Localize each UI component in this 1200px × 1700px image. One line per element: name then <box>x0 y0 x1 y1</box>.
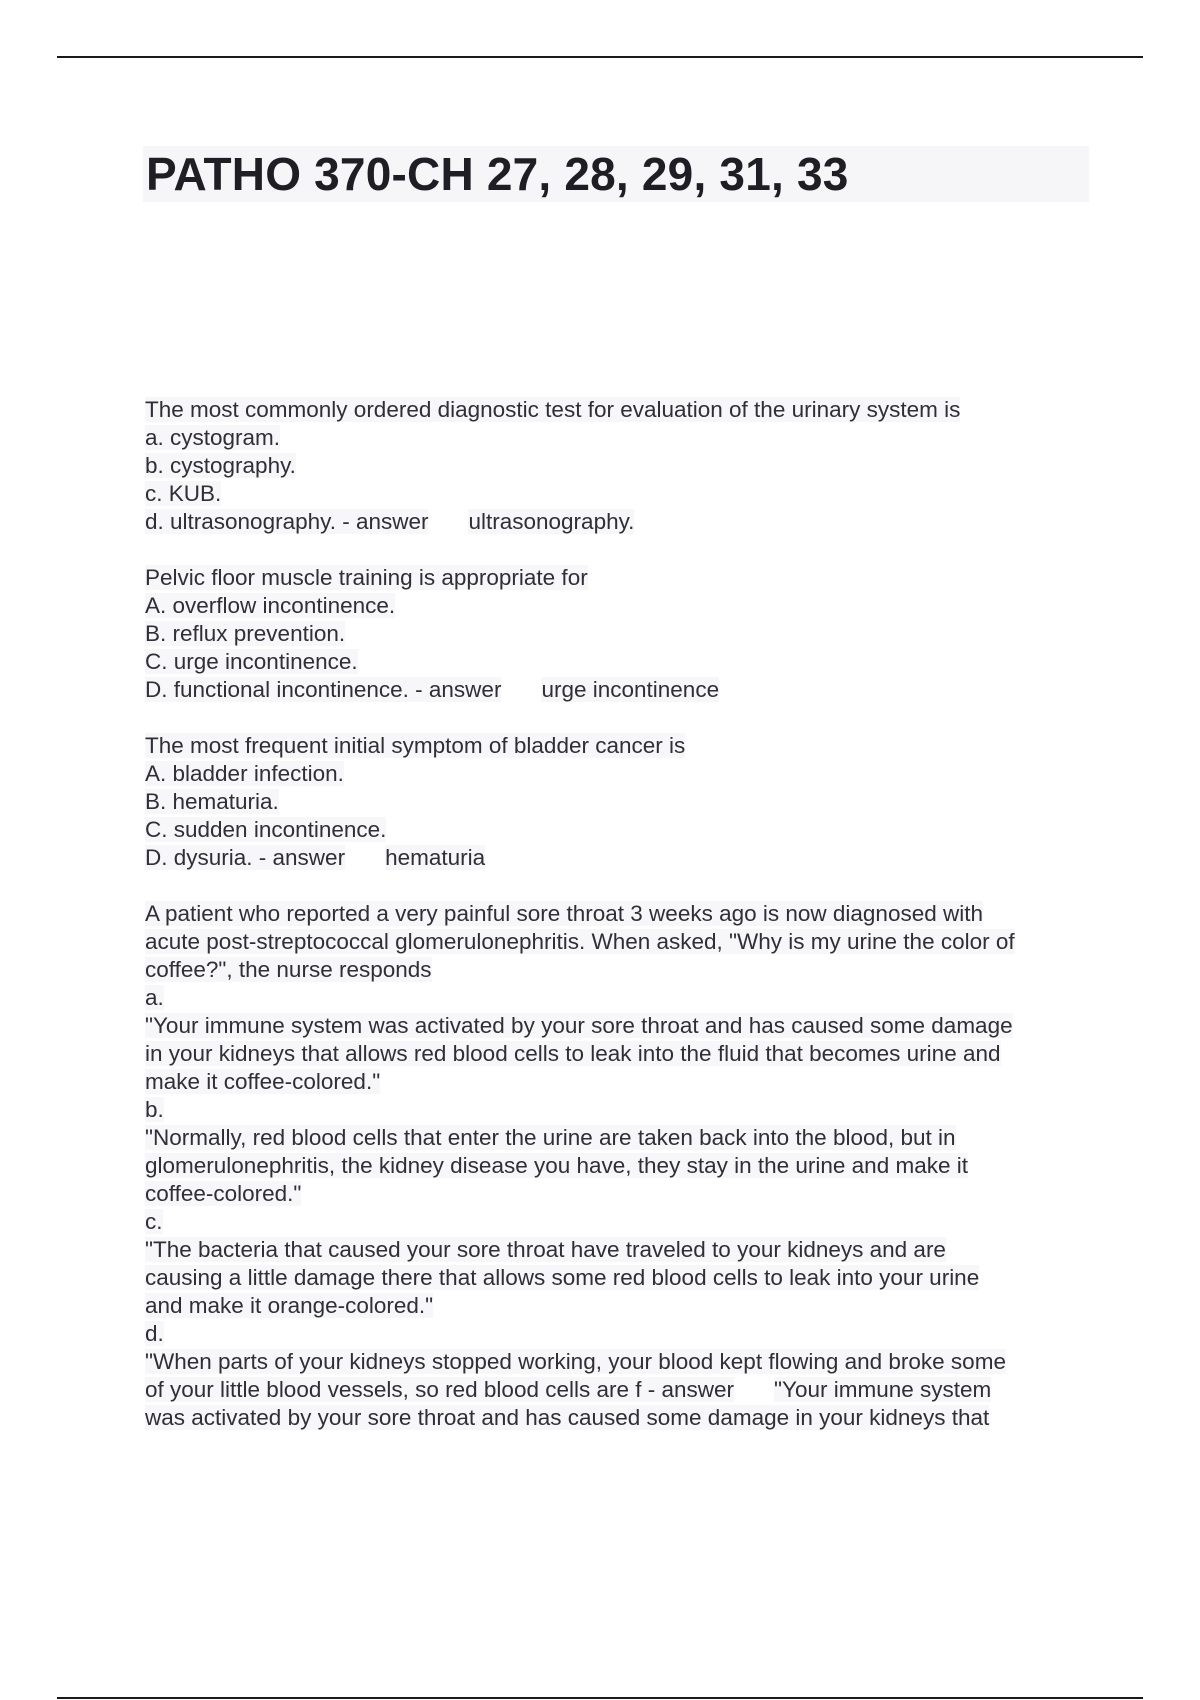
option: B. reflux prevention. <box>145 621 346 646</box>
option-letter: b. <box>145 1097 164 1122</box>
question-text: acute post-streptococcal glomerulonephritis. When asked, "Why is my urine the color of <box>145 929 1015 954</box>
option: "Normally, red blood cells that enter the urine are taken back into the blood, but in <box>145 1125 956 1150</box>
option: b. cystography. <box>145 453 296 478</box>
answer-text: urge incontinence <box>541 677 720 702</box>
option: a. cystogram. <box>145 425 281 450</box>
option-letter: c. <box>145 1209 163 1234</box>
question-block <box>145 732 1095 872</box>
option: coffee-colored." <box>145 1181 302 1206</box>
option-letter: a. <box>145 985 164 1010</box>
option: C. urge incontinence. <box>145 649 358 674</box>
option: A. bladder infection. <box>145 761 344 786</box>
question-text: A patient who reported a very painful sore throat 3 weeks ago is now diagnosed with <box>145 901 984 926</box>
answer-text: ultrasonography. <box>468 509 635 534</box>
option: make it coffee-colored." <box>145 1069 381 1094</box>
option-letter: d. <box>145 1321 164 1346</box>
option: and make it orange-colored." <box>145 1293 434 1318</box>
option: c. KUB. <box>145 481 222 506</box>
bottom-rule <box>57 1697 1143 1699</box>
answer-text: "Your immune system <box>774 1377 992 1402</box>
document-title: PATHO 370-CH 27, 28, 29, 31, 33 <box>146 148 849 200</box>
option-with-answer: D. dysuria. - answer hematuria <box>145 845 486 870</box>
document-body <box>145 396 1095 1432</box>
option: glomerulonephritis, the kidney disease you have, they stay in the urine and make it <box>145 1153 968 1178</box>
top-rule <box>57 56 1143 58</box>
question-text: The most frequent initial symptom of bladder cancer is <box>145 733 686 758</box>
option: B. hematuria. <box>145 789 279 814</box>
option: "When parts of your kidneys stopped working, your blood kept flowing and broke some <box>145 1349 1006 1374</box>
question-block <box>145 564 1095 704</box>
answer-continued: was activated by your sore throat and has caused some damage in your kidneys that <box>145 1405 990 1430</box>
question-text: coffee?", the nurse responds <box>145 957 432 982</box>
option-with-answer: D. functional incontinence. - answer urge incontinence <box>145 677 720 702</box>
option: "Your immune system was activated by your sore throat and has caused some damage <box>145 1013 1013 1038</box>
question-text: Pelvic floor muscle training is appropriate for <box>145 565 588 590</box>
question-block <box>145 396 1095 536</box>
question-block <box>145 900 1095 1432</box>
option-with-answer: d. ultrasonography. - answer ultrasonography. <box>145 509 635 534</box>
option: causing a little damage there that allows some red blood cells to leak into your urine <box>145 1265 980 1290</box>
option: in your kidneys that allows red blood cells to leak into the fluid that becomes urine and <box>145 1041 1001 1066</box>
answer-text: hematuria <box>385 845 486 870</box>
option-with-answer: of your little blood vessels, so red blood cells are f - answer "Your immune system <box>145 1377 992 1402</box>
option: A. overflow incontinence. <box>145 593 396 618</box>
option: "The bacteria that caused your sore throat have traveled to your kidneys and are <box>145 1237 946 1262</box>
option: C. sudden incontinence. <box>145 817 387 842</box>
question-text: The most commonly ordered diagnostic test for evaluation of the urinary system is <box>145 397 961 422</box>
